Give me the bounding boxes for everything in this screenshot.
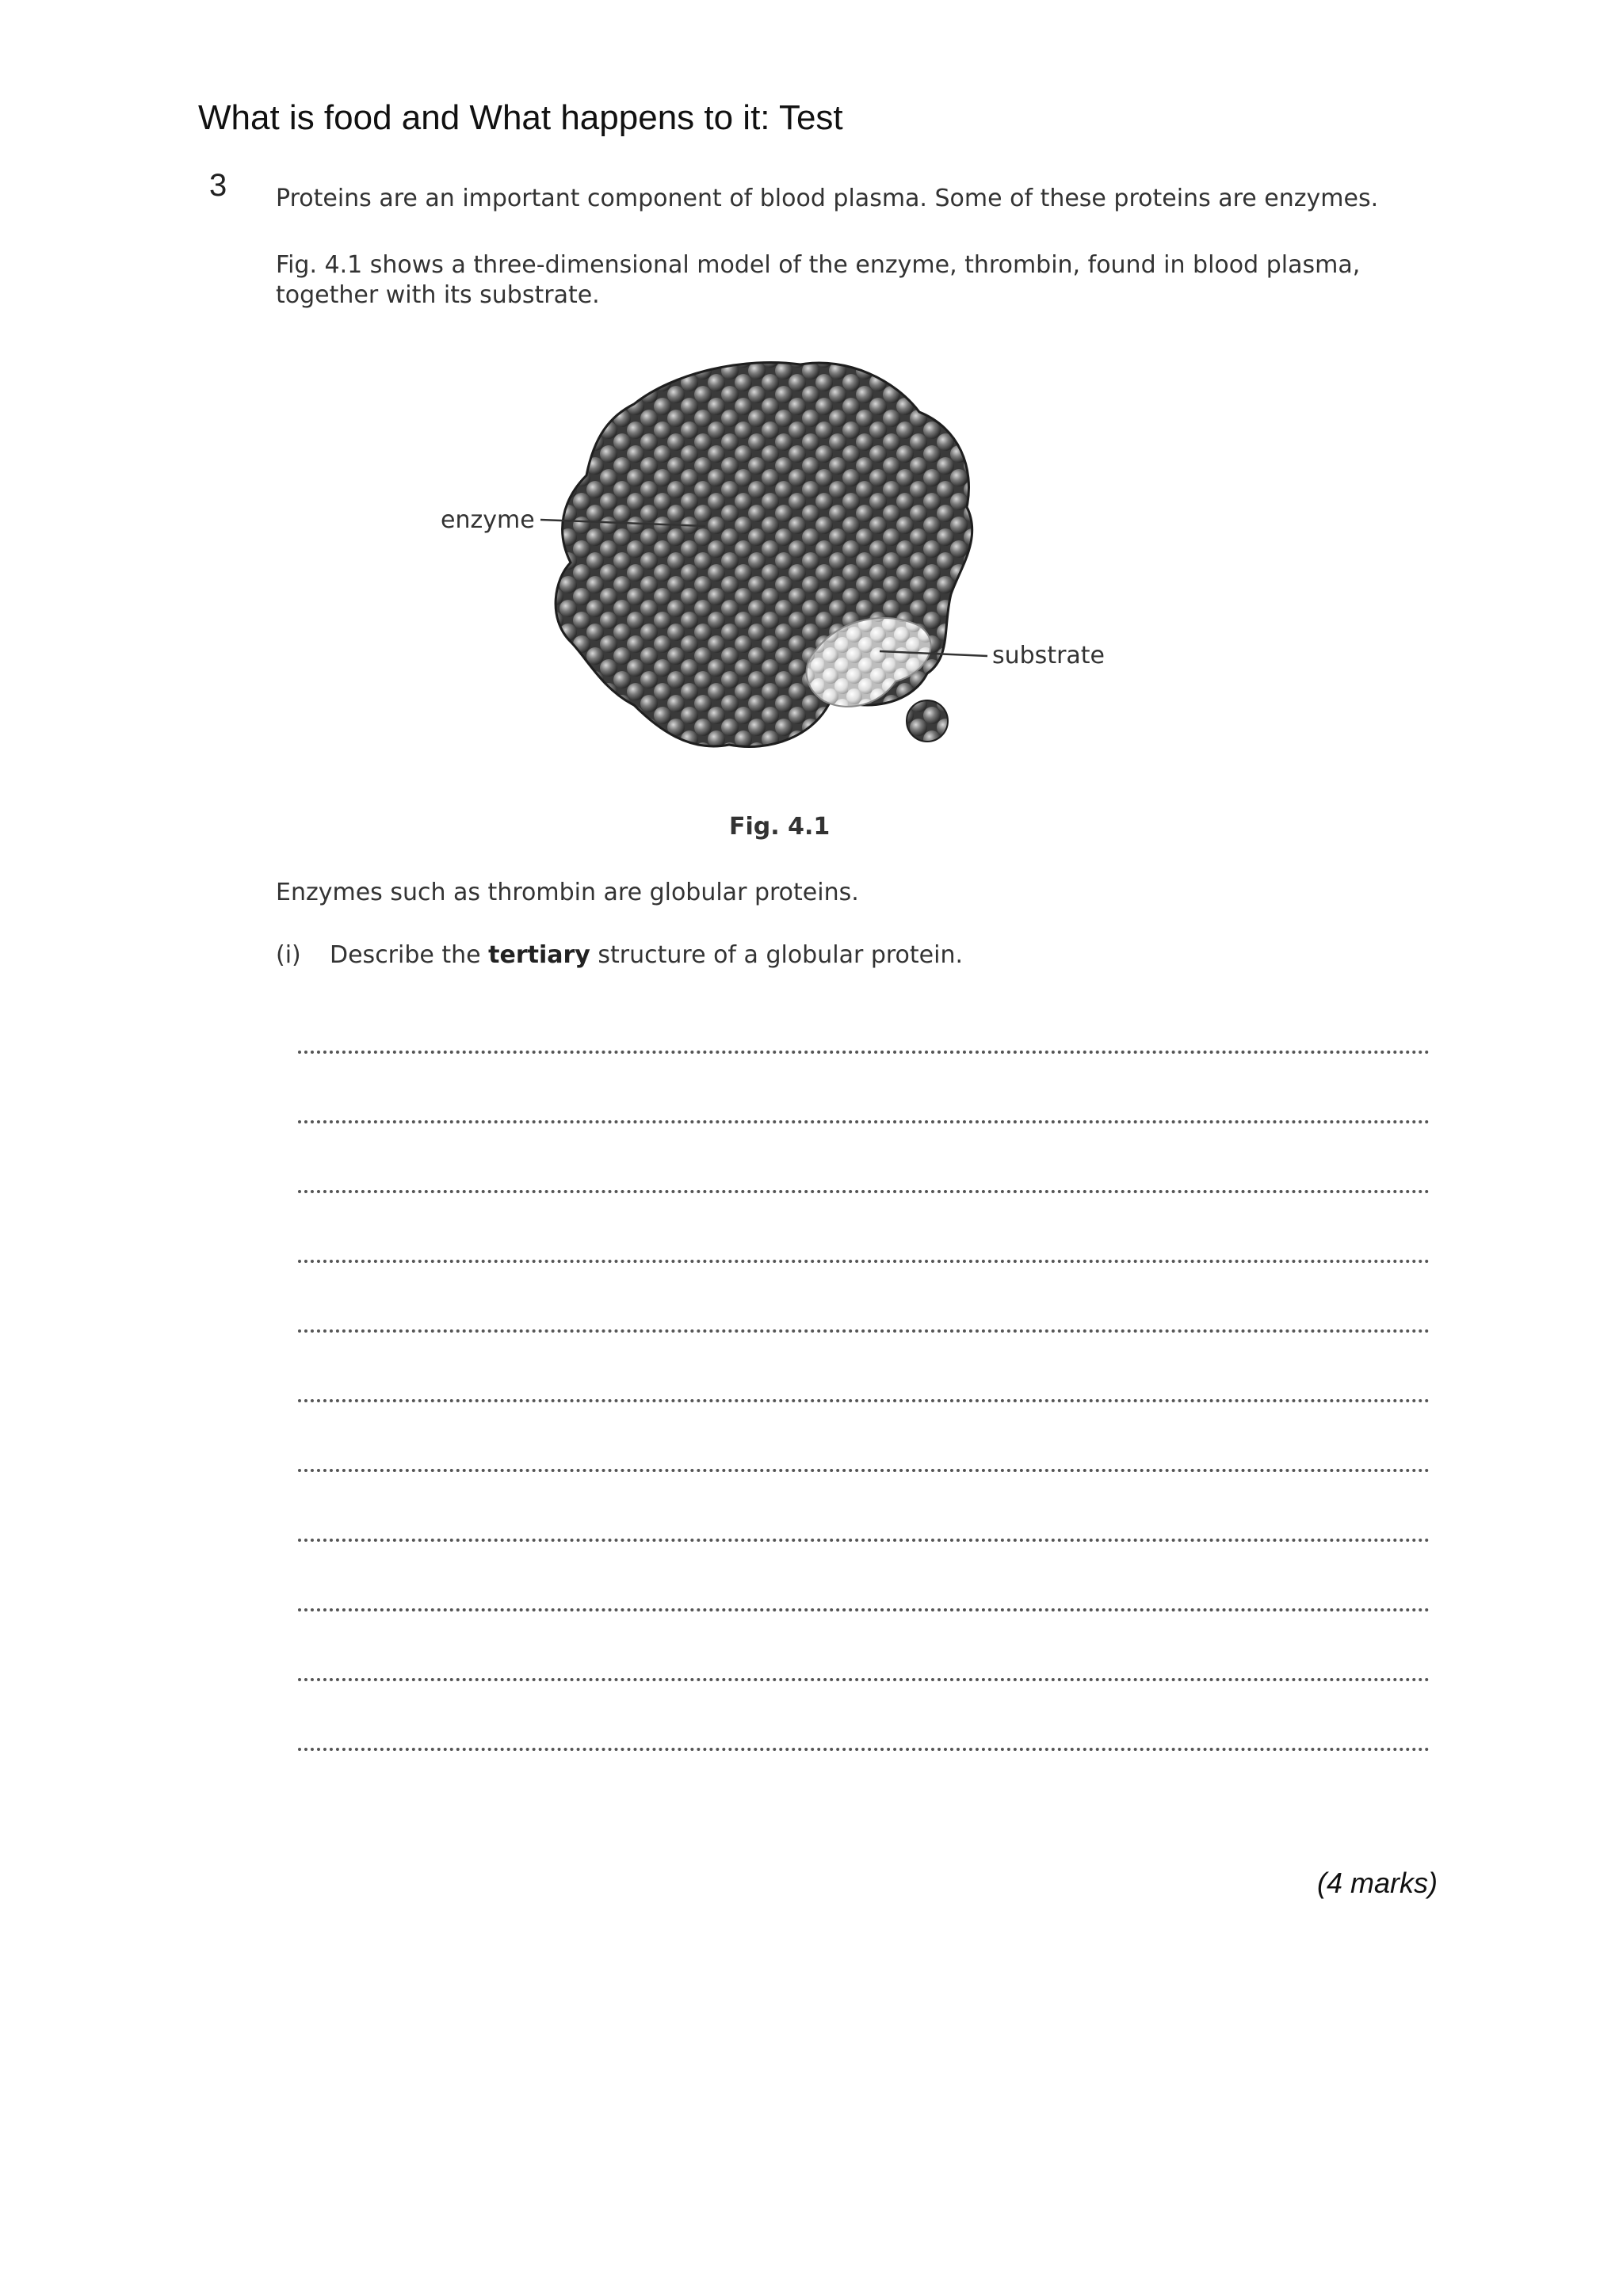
answer-line[interactable] [298, 1469, 1430, 1472]
answer-line[interactable] [298, 1678, 1430, 1681]
part-i-number: (i) [276, 941, 301, 969]
statement-text: Enzymes such as thrombin are globular proteins. [276, 879, 859, 906]
answer-line[interactable] [298, 1051, 1430, 1054]
figure-description-line-2: together with its substrate. [276, 281, 600, 309]
enzyme-lobe [907, 700, 948, 742]
figure-caption: Fig. 4.1 [729, 813, 831, 841]
question-number: 3 [209, 168, 227, 203]
answer-line[interactable] [298, 1608, 1430, 1611]
question-intro: Proteins are an important component of blood plasma. Some of these proteins are enzymes. [276, 185, 1379, 212]
marks-label: (4 marks) [1317, 1867, 1438, 1899]
figure-description-line-1: Fig. 4.1 shows a three-dimensional model of the enzyme, thrombin, found in blood plasma, [276, 251, 1361, 279]
answer-line[interactable] [298, 1539, 1430, 1542]
part-i-text-after: structure of a globular protein. [590, 941, 964, 969]
answer-line[interactable] [298, 1190, 1430, 1193]
thrombin-model-figure [372, 341, 1197, 784]
answer-line[interactable] [298, 1399, 1430, 1402]
part-i-text-bold: tertiary [488, 941, 590, 969]
part-i-text-before: Describe the [330, 941, 489, 969]
substrate-label: substrate [992, 642, 1106, 669]
enzyme-label: enzyme [441, 506, 535, 534]
answer-line[interactable] [298, 1120, 1430, 1123]
page-title: What is food and What happens to it: Test [198, 98, 843, 137]
answer-line[interactable] [298, 1329, 1430, 1333]
answer-line[interactable] [298, 1260, 1430, 1263]
enzyme-molecule [556, 362, 972, 746]
part-i-question [330, 941, 963, 969]
answer-line[interactable] [298, 1748, 1430, 1751]
